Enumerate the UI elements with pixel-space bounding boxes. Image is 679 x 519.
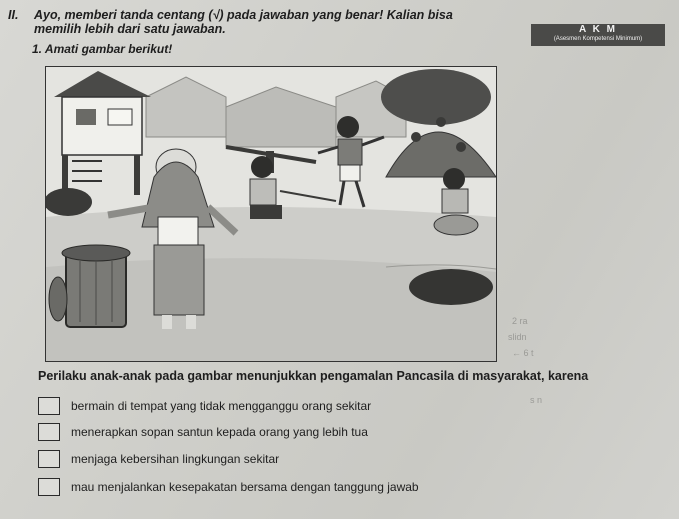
illustration xyxy=(45,66,497,362)
instruction-line-1: Ayo, memberi tanda centang (√) pada jawaban yang benar! Kalian bisa xyxy=(34,8,453,22)
checkbox[interactable] xyxy=(38,478,60,496)
playground-scene-illustration xyxy=(46,67,496,361)
section-number: II. xyxy=(8,8,19,22)
question-subheading: 1. Amati gambar berikut! xyxy=(32,42,173,56)
option-label: mau menjalankan kesepakatan bersama dengan tanggung jawab xyxy=(71,480,419,494)
checkbox[interactable] xyxy=(38,397,60,415)
margin-note-1: 2 ra xyxy=(512,316,528,326)
margin-note-4: s n xyxy=(530,395,543,405)
instruction xyxy=(8,8,528,36)
margin-note-2: slidn xyxy=(508,332,527,342)
instruction-line-2: memilih lebih dari satu jawaban. xyxy=(34,22,226,36)
badge-subtitle: (Asesmen Kompetensi Minimum) xyxy=(553,36,643,42)
badge-title: A K M xyxy=(579,24,617,35)
option-label: menerapkan sopan santun kepada orang yang lebih tua xyxy=(71,425,368,439)
akm-badge xyxy=(531,24,665,46)
checkbox[interactable] xyxy=(38,450,60,468)
checkbox[interactable] xyxy=(38,423,60,441)
question-text: Perilaku anak-anak pada gambar menunjukkan pengamalan Pancasila di masyarakat, karena xyxy=(38,369,589,383)
option-label: bermain di tempat yang tidak mengganggu orang sekitar xyxy=(71,399,372,413)
margin-note-3: ← 6 t xyxy=(512,348,534,358)
option-label: menjaga kebersihan lingkungan sekitar xyxy=(71,452,280,466)
